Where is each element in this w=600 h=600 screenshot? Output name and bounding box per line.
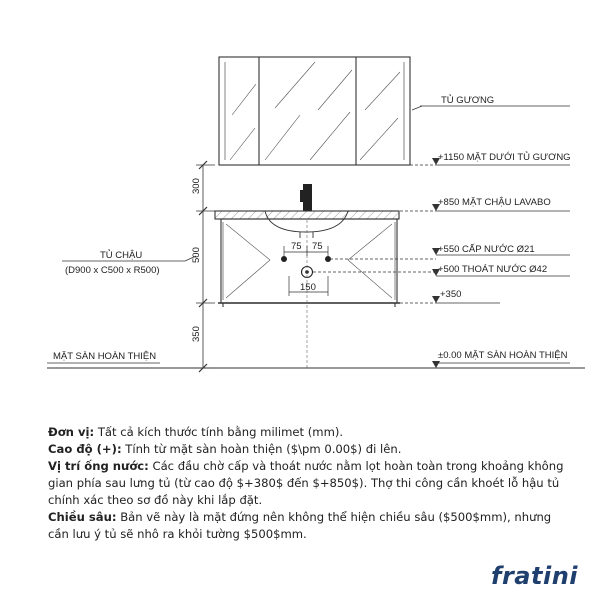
mirror-cabinet: [219, 57, 410, 165]
elevation-markers: [313, 106, 570, 363]
elev-850-label: +850 MẶT CHẬU LAVABO: [438, 197, 551, 208]
note-depth: [48, 509, 568, 543]
basin-cabinet-label: TỦ CHẬU: [100, 250, 143, 261]
note-term: Vị trí ống nước:: [48, 459, 149, 473]
note-text: Tính từ mặt sàn hoàn thiện ($\pm 0.00$) đi lên.: [121, 442, 402, 456]
mirror-label: TỦ GƯƠNG: [441, 95, 495, 106]
faucet: [300, 184, 312, 211]
note-text: Tất cả kích thước tính bằng milimet (mm).: [94, 425, 344, 439]
note-term: Chiều sâu:: [48, 510, 117, 524]
floor-left-label: MẶT SÀN HOÀN THIỆN: [53, 351, 157, 362]
note-term: Đơn vị:: [48, 425, 95, 439]
notes-section: [48, 424, 568, 543]
dim-left-offset: 75: [291, 241, 302, 252]
elev-floor-right-label: ±0.00 MẶT SÀN HOÀN THIỆN: [438, 350, 568, 361]
dim-upper: 300: [191, 178, 202, 194]
note-term: Cao độ (+):: [48, 442, 122, 456]
fratini-logo: fratini: [491, 562, 578, 590]
elev-500-label: +500 THOÁT NƯỚC Ø42: [438, 264, 548, 275]
note-text: Bản vẽ này là mặt đứng nên không thể hiện chiều sâu ($500$mm), nhưng cần lưu ý tủ sẽ nhô ra khỏi tường $500$mm.: [48, 510, 552, 541]
note-elevation: [48, 441, 568, 458]
elev-1150-label: +1150 MẶT DƯỚI TỦ GƯƠNG: [438, 152, 571, 163]
elev-350-label: +350: [440, 289, 462, 300]
dim-supply-spacing: 150: [300, 282, 316, 293]
elev-550-label: +550 CẤP NƯỚC Ø21: [438, 244, 535, 255]
note-text: Các đầu chờ cấp và thoát nước nằm lọt hoàn toàn trong khoảng không gian phía sau lưng tủ (từ cao độ $+380$ đến $+850$). Thợ thi công cần khoét lỗ hậu tủ chính xác theo sơ đồ này khi lắp đặt.: [48, 459, 564, 507]
elevation-triangles: [432, 158, 440, 368]
note-units: [48, 424, 568, 441]
dim-middle: 500: [191, 247, 202, 263]
note-pipes: [48, 458, 568, 509]
dim-lower: 350: [191, 326, 202, 342]
dim-right-offset: 75: [312, 241, 323, 252]
basin-cabinet-size: (D900 x C500 x R500): [65, 265, 160, 276]
supply-left: [281, 256, 287, 262]
pipe-points: [281, 220, 331, 368]
